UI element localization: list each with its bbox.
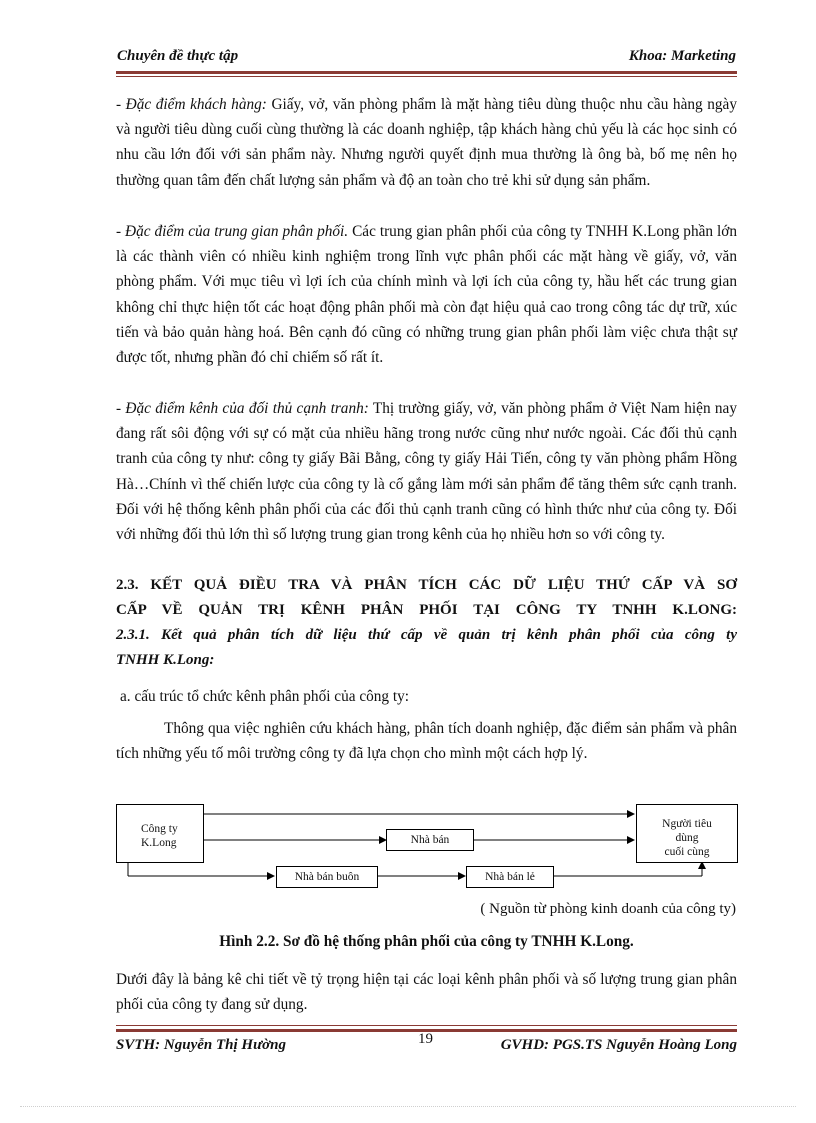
retailer-single-box: Nhà bán (386, 829, 474, 851)
header-rule (116, 71, 737, 74)
intro-text: Thông qua việc nghiên cứu khách hàng, phân tích doanh nghiệp, đặc điểm sản phẩm và phân tích những yếu tố môi trường công ty đã lựa chọn cho mình một cách hợp lý. (116, 720, 737, 763)
distribution-diagram (116, 798, 737, 890)
footer-right: GVHD: PGS.TS Nguyễn Hoàng Long (500, 1037, 737, 1053)
page-footer (116, 1037, 737, 1059)
intermediary-paragraph (116, 219, 737, 370)
heading-2-3-line1: 2.3. KẾT QUẢ ĐIỀU TRA VÀ PHÂN TÍCH CÁC DỮ LIỆU THỨ CẤP VÀ SƠ (116, 577, 737, 593)
intro-paragraph (116, 716, 737, 766)
consumer-label: Người tiêu dùng cuối cùng (662, 818, 712, 858)
customer-paragraph (116, 92, 737, 193)
customer-lead: - Đặc điểm khách hàng: (116, 96, 267, 113)
footer-rule-thin (116, 1025, 737, 1026)
competitor-paragraph (116, 396, 737, 547)
item-a: a. cấu trúc tổ chức kênh phân phối của công ty: (120, 688, 410, 705)
page-header (117, 48, 736, 70)
figure-caption: Hình 2.2. Sơ đồ hệ thống phân phối của công ty TNHH K.Long. (219, 933, 634, 950)
competitor-text: Thị trường giấy, vở, văn phòng phẩm ở Việt Nam hiện nay đang rất sôi động với sự có mặt của nhiều hãng trong nước cũng như nước ngoài. Các đối thủ cạnh tranh của công ty như: công ty giấy Bãi Bằng, công ty giấy Hải Tiến, công ty văn phòng phẩm Hồng Hà…Chính vì thế chiến lược của công ty là cố gắng làm mới sản phẩm để tăng thêm sức cạnh tranh. Đối với hệ thống kênh phân phối của các đối thủ cạnh tranh cũng có hình thức như của công ty. Đối với những đối thủ lớn thì số lượng trung gian trong kênh của họ nhiều hơn so với công ty. (116, 400, 737, 544)
company-label: Công ty K.Long (141, 823, 178, 849)
closing-text: Dưới đây là bảng kê chi tiết về tỷ trọng hiện tại các loại kênh phân phối và số lượng trung gian phân phối của công ty đang sử dụng. (116, 971, 737, 1014)
consumer-box (636, 804, 738, 863)
heading-2-3-1-line2: TNHH K.Long: (116, 652, 215, 668)
heading-2-3-1-line1: 2.3.1. Kết quả phân tích dữ liệu thứ cấp về quản trị kênh phân phối của công ty (116, 627, 737, 643)
customer-text: Giấy, vở, văn phòng phẩm là mặt hàng tiêu dùng thuộc nhu cầu hàng ngày và người tiêu dùng cuối cùng thường là các doanh nghiệp, tập khách hàng chủ yếu là các học sinh có nhu cầu lớn đối với sản phẩm này. Nhưng người quyết định mua thường là ông bà, bố mẹ nên họ thường quan tâm đến chất lượng sản phẩm và độ an toàn cho trẻ khi sử dụng sản phẩm. (116, 96, 737, 189)
footer-left: SVTH: Nguyễn Thị Hường (116, 1037, 286, 1053)
company-box (116, 804, 204, 863)
heading-2-3-line2: CẤP VỀ QUẢN TRỊ KÊNH PHÂN PHỐI TẠI CÔNG TY TNHH K.LONG: (116, 602, 737, 618)
heading-2-3 (116, 573, 737, 623)
page-number: 19 (418, 1031, 433, 1047)
header-left: Chuyên đề thực tập (117, 48, 239, 64)
source-note: ( Nguồn từ phòng kinh doanh của công ty) (480, 901, 736, 917)
intermediary-text: Các trung gian phân phối của công ty TNHH K.Long phần lớn là các thành viên có nhiều kinh nghiệm trong lĩnh vực phân phối các mặt hàng về giấy, vở, văn phòng phẩm. Với mục tiêu vì lợi ích của chính mình và lợi ích của công ty, hầu hết các trung gian không chỉ thực hiện tốt các hoạt động phân phối mà còn đạt hiệu quả cao trong công tác dự trữ, xúc tiến và bảo quản hàng hoá. Bên cạnh đó cũng có những trung gian phân phối làm việc chưa thật sự được tốt, nhưng phần đó chỉ chiếm số rất ít. (116, 223, 737, 367)
intermediary-lead: - Đặc điểm của trung gian phân phối. (116, 223, 349, 240)
heading-2-3-1 (116, 623, 737, 673)
competitor-lead: - Đặc điểm kênh của đối thủ cạnh tranh: (116, 400, 369, 417)
closing-paragraph (116, 967, 737, 1017)
retailer-box: Nhà bán lẻ (466, 866, 554, 888)
wholesaler-box: Nhà bán buôn (276, 866, 378, 888)
header-rule-thin (116, 76, 737, 77)
page-bottom-dotted-line (20, 1106, 796, 1107)
header-right: Khoa: Marketing (628, 48, 736, 64)
